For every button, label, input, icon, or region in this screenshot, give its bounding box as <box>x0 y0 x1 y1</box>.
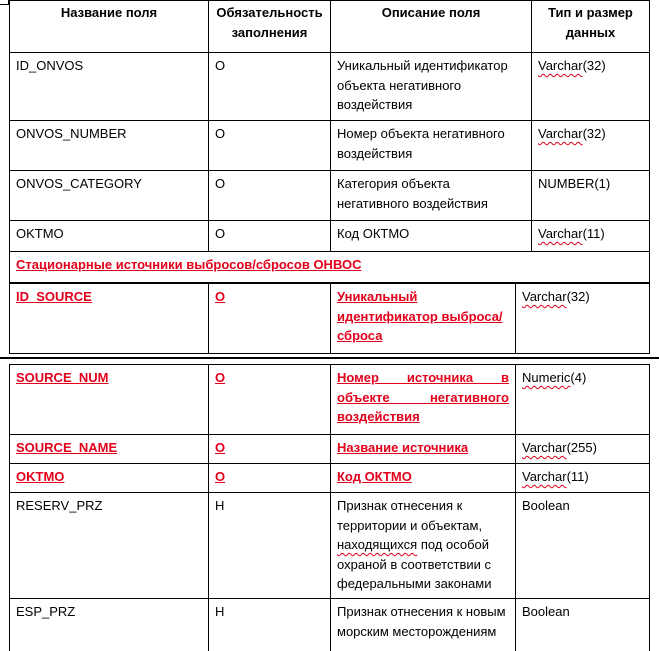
required-cell: О <box>209 435 331 464</box>
type-cell <box>516 365 650 435</box>
type-cell <box>516 284 650 354</box>
field-name-cell: RESERV_PRZ <box>10 493 209 599</box>
type-word: Varchar <box>522 289 567 304</box>
description-cell: Номер объекта негативного воздействия <box>331 121 532 171</box>
required-cell: Н <box>209 599 331 651</box>
description-cell: Номер источника в объекте негативного воздействия <box>331 365 516 435</box>
description-cell: Название источника <box>331 435 516 464</box>
description-text-rest: под особой охраной в соответствии с федеральными законами <box>337 537 492 591</box>
section-title: Стационарные источники выбросов/сбросов ОНВОС <box>10 252 650 283</box>
description-cell: Уникальный идентификатор выброса/сброса <box>331 284 516 354</box>
type-cell <box>532 121 650 171</box>
field-name-cell: OKTMO <box>10 221 209 252</box>
type-word: Numeric <box>522 370 571 385</box>
type-size: (1) <box>594 176 611 191</box>
type-word: Varchar <box>522 469 567 484</box>
header-type: Тип и размер данных <box>532 1 650 53</box>
field-name-cell: SOURCE_NAME <box>10 435 209 464</box>
page-corner-mark <box>0 0 9 5</box>
fields-table-top <box>9 0 650 283</box>
fields-table-section <box>9 283 650 354</box>
table-row <box>10 171 650 221</box>
table-row <box>10 53 650 121</box>
description-wavy-word: находящихся <box>337 537 418 552</box>
type-word: Varchar <box>522 440 567 455</box>
type-word: Varchar <box>538 58 583 73</box>
required-cell: О <box>209 171 331 221</box>
description-cell: Код ОКТМО <box>331 464 516 493</box>
type-cell <box>532 221 650 252</box>
field-name-cell: SOURCE_NUM <box>10 365 209 435</box>
section-title-row <box>10 252 650 283</box>
field-name-cell: ONVOS_CATEGORY <box>10 171 209 221</box>
description-text-cut: месторождениям <box>392 623 497 639</box>
type-size: (32) <box>566 289 590 304</box>
description-cell <box>331 493 516 599</box>
table-row <box>10 435 650 464</box>
fields-table-bottom <box>9 364 650 651</box>
required-cell: О <box>209 221 331 252</box>
field-name-cell: ONVOS_NUMBER <box>10 121 209 171</box>
description-text: Признак отнесения к территории и объектам, <box>337 498 483 533</box>
type-size: (11) <box>582 226 605 241</box>
type-cell <box>532 171 650 221</box>
type-cell: Boolean <box>516 493 650 599</box>
type-word: Varchar <box>538 226 583 241</box>
header-description: Описание поля <box>331 1 532 53</box>
required-cell: О <box>209 121 331 171</box>
description-text: Признак отнесения к новым морским <box>337 604 506 639</box>
type-size: (11) <box>566 469 589 484</box>
field-name-cell: OKTMO <box>10 464 209 493</box>
table-row <box>10 493 650 599</box>
required-cell: О <box>209 284 331 354</box>
table-row <box>10 121 650 171</box>
type-size: (32) <box>582 58 606 73</box>
type-size: (32) <box>582 126 606 141</box>
required-cell: О <box>209 464 331 493</box>
type-cell <box>532 53 650 121</box>
type-word: Varchar <box>538 126 583 141</box>
table-row <box>10 365 650 435</box>
table-row <box>10 599 650 651</box>
table-row <box>10 464 650 493</box>
table-row <box>10 221 650 252</box>
header-field-name: Название поля <box>10 1 209 53</box>
type-size: (255) <box>566 440 597 455</box>
table-header-row <box>10 1 650 53</box>
required-cell: О <box>209 53 331 121</box>
type-cell <box>516 435 650 464</box>
description-cell: Категория объекта негативного воздействия <box>331 171 532 221</box>
field-name-cell: ID_ONVOS <box>10 53 209 121</box>
table-row <box>10 284 650 354</box>
field-name-cell: ID_SOURCE <box>10 284 209 354</box>
type-cell: Boolean <box>516 599 650 651</box>
required-cell: Н <box>209 493 331 599</box>
type-word: NUMBER <box>538 176 595 191</box>
required-cell: О <box>209 365 331 435</box>
description-cell: Код ОКТМО <box>331 221 532 252</box>
description-cell <box>331 599 516 651</box>
field-name-cell: ESP_PRZ <box>10 599 209 651</box>
page-break-line <box>0 357 659 359</box>
header-required: Обязательность заполнения <box>209 1 331 53</box>
type-size: (4) <box>570 370 587 385</box>
description-cell: Уникальный идентификатор объекта негативного воздействия <box>331 53 532 121</box>
type-cell <box>516 464 650 493</box>
